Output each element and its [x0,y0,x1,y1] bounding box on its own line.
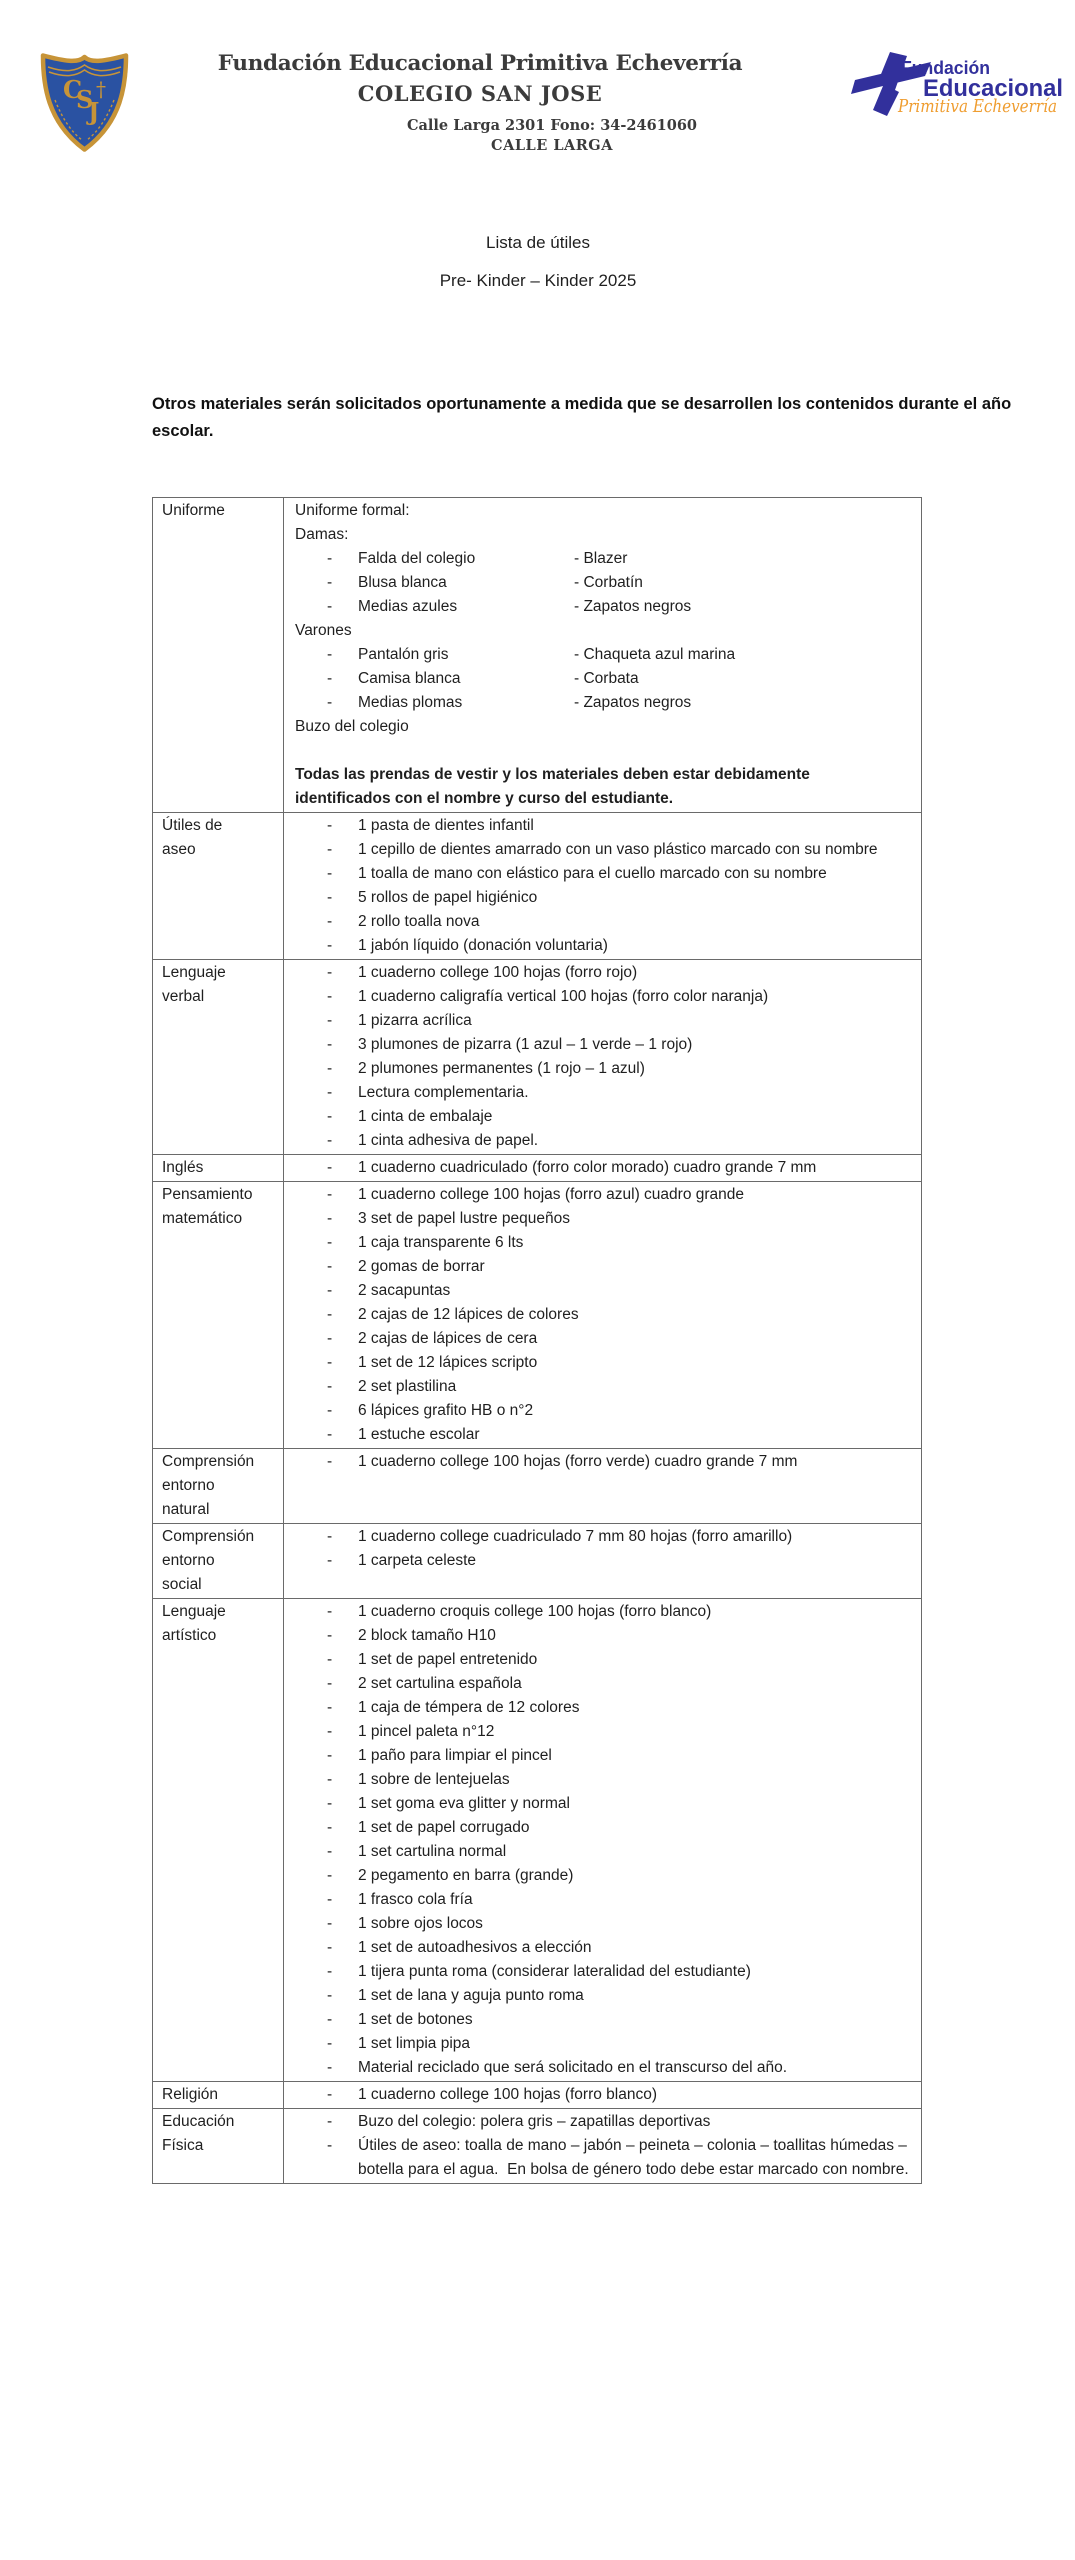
row-content [284,960,921,1154]
row-label-line: matemático [162,1210,243,1227]
row-label [153,1449,284,1523]
row-content [284,2082,921,2108]
item-text: 1 sobre de lentejuelas [358,1771,510,1788]
bullet-dash: - [327,1108,333,1125]
row-label [153,2109,284,2183]
list-item [284,1960,915,1984]
list-item [284,1450,915,1474]
school-shield-logo [38,50,131,154]
svg-text:Primitiva Echeverría: Primitiva Echeverría [897,96,1057,117]
item-text: 1 cuaderno croquis college 100 hojas (forro blanco) [358,1603,712,1620]
bullet-dash: - [327,1939,333,1956]
row-label [153,1599,284,2081]
item-text-right: - Corbata [574,670,639,687]
item-text: 2 pegamento en barra (grande) [358,1867,574,1884]
item-text: Lectura complementaria. [358,1084,529,1101]
bullet-dash: - [327,1306,333,1323]
list-item [284,1816,915,1840]
item-text: 1 set cartulina normal [358,1843,507,1860]
bullet-dash: - [327,1891,333,1908]
svg-text:Educacional: Educacional [923,75,1063,102]
table-row [153,959,921,1154]
list-item [284,1255,915,1279]
list-item [284,1423,915,1447]
item-text: 1 cuaderno caligrafía vertical 100 hojas (forro color naranja) [358,988,769,1005]
row-content [284,1182,921,1448]
item-text: 1 frasco cola fría [358,1891,473,1908]
item-text: 1 pizarra acrílica [358,1012,472,1029]
bullet-dash: - [327,1795,333,1812]
list-item [284,1009,915,1033]
row-label [153,2082,284,2108]
blank-line [284,739,915,763]
list-item [284,985,915,1009]
bullet-dash: - [327,1528,333,1545]
row-content [284,2109,921,2183]
list-item [284,1720,915,1744]
grade-level-title: Pre- Kinder – Kinder 2025 [439,271,637,290]
item-text: 2 rollo toalla nova [358,913,480,930]
list-item [284,1768,915,1792]
table-row [153,498,921,812]
bullet-dash: - [327,1060,333,1077]
list-item [284,2056,915,2080]
item-text: 1 estuche escolar [358,1426,480,1443]
item-text: Medias azules [358,598,458,615]
item-text: 1 cuaderno college 100 hojas (forro azul) cuadro grande [358,1186,745,1203]
list-item [284,862,915,886]
bullet-dash: - [327,1771,333,1788]
bullet-dash: - [327,1084,333,1101]
bullet-dash: - [327,1132,333,1149]
row-label [153,1524,284,1598]
svg-text:Fundación: Fundación [901,58,990,78]
city-line: CALLE LARGA [491,137,613,154]
row-label-line: social [162,1576,202,1593]
item-text: 1 caja de témpera de 12 colores [358,1699,580,1716]
row-label-line: natural [162,1501,210,1518]
item-text: 1 jabón líquido (donación voluntaria) [358,937,608,954]
item-text: 1 carpeta celeste [358,1552,477,1569]
row-label-line: artístico [162,1627,217,1644]
bullet-dash: - [327,1159,333,1176]
list-item [284,1984,915,2008]
item-text: Blusa blanca [358,574,447,591]
item-text: 1 set limpia pipa [358,2035,471,2052]
list-item [284,2083,915,2107]
svg-text:J: J [88,97,100,126]
svg-text:†: † [96,77,106,101]
list-item [284,1156,915,1180]
item-text: Material reciclado que será solicitado en el transcurso del año. [358,2059,788,2076]
school-name: COLEGIO SAN JOSE [357,81,603,106]
bullet-dash: - [327,2137,333,2154]
cross-icon [843,46,1071,122]
list-item [284,1105,915,1129]
bullet-dash: - [327,2113,333,2130]
list-item [284,1648,915,1672]
item-text: 1 paño para limpiar el pincel [358,1747,552,1764]
item-text: 1 cinta de embalaje [358,1108,493,1125]
document-title: Lista de útiles [486,233,590,252]
row-content [284,1524,921,1598]
table-row [153,1181,921,1448]
list-item [284,961,915,985]
row-label-line: Comprensión [162,1453,255,1470]
svg-text:C: C [63,75,83,104]
list-item [284,1279,915,1303]
row-label-line: Útiles de [162,817,223,834]
bullet-dash: - [327,2011,333,2028]
table-row [153,2081,921,2108]
bullet-dash: - [327,1915,333,1932]
bullet-dash: - [327,1378,333,1395]
bullet-dash: - [327,574,333,591]
list-item [284,1936,915,1960]
bullet-dash: - [327,937,333,954]
row-label-line: aseo [162,841,196,858]
item-text: 1 set de lana y aguja punto roma [358,1987,584,2004]
bullet-dash: - [327,1012,333,1029]
item-text: 2 gomas de borrar [358,1258,485,1275]
item-text: Buzo del colegio: polera gris – zapatillas deportivas [358,2113,711,2130]
list-item [284,910,915,934]
row-label [153,1155,284,1181]
bullet-dash: - [327,2086,333,2103]
table-row [153,812,921,959]
item-text: Útiles de aseo: toalla de mano – jabón – peineta – colonia – toallitas húmedas – botella para el agua. En bolsa de género todo debe estar marcado con nombre. [358,2137,909,2178]
item-text: 3 plumones de pizarra (1 azul – 1 verde – 1 rojo) [358,1036,693,1053]
bullet-dash: - [327,1867,333,1884]
item-text: 2 cajas de lápices de cera [358,1330,538,1347]
text-line: Damas: [295,526,349,543]
row-label [153,498,284,812]
row-label [153,1182,284,1448]
item-text: 2 set cartulina española [358,1675,522,1692]
item-text: 1 set de botones [358,2011,473,2028]
list-item [284,2008,915,2032]
list-item [284,2032,915,2056]
item-text: 1 caja transparente 6 lts [358,1234,524,1251]
bullet-dash: - [327,2059,333,2076]
item-text: 3 set de papel lustre pequeños [358,1210,570,1227]
list-item [284,691,915,715]
list-item [284,1351,915,1375]
row-content [284,1449,921,1523]
bullet-dash: - [327,865,333,882]
list-item [284,1672,915,1696]
address-line: Calle Larga 2301 Fono: 34-2461060 [406,117,698,134]
row-label-line: Comprensión [162,1528,255,1545]
list-item [284,571,915,595]
bullet-dash: - [327,988,333,1005]
foundation-logo [843,46,1071,122]
list-item [284,886,915,910]
bullet-dash: - [327,841,333,858]
bullet-dash: - [327,670,333,687]
bullet-dash: - [327,2035,333,2052]
bullet-dash: - [327,1426,333,1443]
shield-icon [38,50,131,154]
list-item [284,1033,915,1057]
item-text: 1 toalla de mano con elástico para el cuello marcado con su nombre [358,865,827,882]
list-item [284,643,915,667]
bullet-dash: - [327,1747,333,1764]
list-item [284,1744,915,1768]
bullet-dash: - [327,598,333,615]
item-text: 6 lápices grafito HB o n°2 [358,1402,534,1419]
row-content [284,1599,921,2081]
document-title-block [153,231,923,293]
bullet-dash: - [327,1354,333,1371]
list-item [284,1081,915,1105]
bullet-dash: - [327,1723,333,1740]
item-text: 1 cuaderno college 100 hojas (forro blanco) [358,2086,657,2103]
item-text: Falda del colegio [358,550,476,567]
item-text: 2 set plastilina [358,1378,457,1395]
list-item [284,1375,915,1399]
item-text: 5 rollos de papel higiénico [358,889,538,906]
text-line: Uniforme formal: [295,502,410,519]
list-item [284,1792,915,1816]
svg-text:S: S [76,85,94,114]
item-text: 1 set de papel corrugado [358,1819,530,1836]
row-content [284,498,921,812]
bullet-dash: - [327,964,333,981]
bullet-dash: - [327,1987,333,2004]
table-row [153,1523,921,1598]
row-label-line: Inglés [162,1159,204,1176]
bullet-dash: - [327,1552,333,1569]
table-row [153,1598,921,2081]
row-label-line: entorno [162,1552,215,1569]
item-text: 2 sacapuntas [358,1282,451,1299]
list-item [284,1624,915,1648]
table-row [153,2108,921,2183]
item-text: 2 cajas de 12 lápices de colores [358,1306,579,1323]
item-text: 2 plumones permanentes (1 rojo – 1 azul) [358,1060,645,1077]
list-item [284,814,915,838]
bullet-dash: - [327,913,333,930]
bullet-dash: - [327,1819,333,1836]
row-content [284,1155,921,1181]
bullet-dash: - [327,1651,333,1668]
list-item [284,2134,915,2182]
item-text: 1 cepillo de dientes amarrado con un vaso plástico marcado con su nombre [358,841,878,858]
item-text: 2 block tamaño H10 [358,1627,496,1644]
bullet-dash: - [327,1282,333,1299]
item-text: 1 set goma eva glitter y normal [358,1795,570,1812]
list-item [284,1129,915,1153]
row-label-line: verbal [162,988,205,1005]
row-label-line: Uniforme [162,502,225,519]
list-item [284,1600,915,1624]
table-row [153,1154,921,1181]
item-text: 1 cinta adhesiva de papel. [358,1132,539,1149]
table-row [153,1448,921,1523]
item-text-right: - Chaqueta azul marina [574,646,736,663]
bullet-dash: - [327,1453,333,1470]
bold-note: Todas las prendas de vestir y los materiales deben estar debidamente identificados con el nombre y curso del estudiante. [295,766,810,807]
list-item [284,838,915,862]
list-item [284,2110,915,2134]
item-text: 1 pasta de dientes infantil [358,817,534,834]
row-label-line: Religión [162,2086,219,2103]
row-label [153,813,284,959]
list-item [284,1696,915,1720]
bullet-dash: - [327,889,333,906]
bullet-dash: - [327,1258,333,1275]
item-text: 1 cuaderno college 100 hojas (forro rojo) [358,964,638,981]
item-text: Pantalón gris [358,646,449,663]
list-item [284,1399,915,1423]
item-text: 1 set de papel entretenido [358,1651,538,1668]
list-item [284,1231,915,1255]
bullet-dash: - [327,646,333,663]
list-item [284,1327,915,1351]
list-item [284,1864,915,1888]
bullet-dash: - [327,1210,333,1227]
intro-note: Otros materiales serán solicitados oportunamente a medida que se desarrollen los contenidos durante el año escolar. [152,395,1012,440]
item-text: 1 cuaderno college cuadriculado 7 mm 80 hojas (forro amarillo) [358,1528,793,1545]
bullet-dash: - [327,1186,333,1203]
list-item [284,1303,915,1327]
foundation-name: Fundación Educacional Primitiva Echeverría [217,51,743,76]
item-text: Camisa blanca [358,670,461,687]
row-label-line: Lenguaje [162,1603,226,1620]
list-item [284,934,915,958]
supplies-table [152,497,922,2184]
item-text-right: - Zapatos negros [574,598,692,615]
item-text: 1 set de 12 lápices scripto [358,1354,538,1371]
bullet-dash: - [327,1036,333,1053]
item-text-right: - Blazer [574,550,628,567]
list-item [284,1207,915,1231]
bullet-dash: - [327,1699,333,1716]
letterhead [160,50,800,155]
list-item [284,1912,915,1936]
item-text: 1 cuaderno cuadriculado (forro color morado) cuadro grande 7 mm [358,1159,817,1176]
list-item [284,1525,915,1549]
item-text-right: - Corbatín [574,574,643,591]
item-text: 1 set de autoadhesivos a elección [358,1939,592,1956]
item-text: 1 sobre ojos locos [358,1915,483,1932]
row-label-line: Lenguaje [162,964,226,981]
row-label-line: entorno [162,1477,215,1494]
list-item [284,1183,915,1207]
bullet-dash: - [327,694,333,711]
bullet-dash: - [327,550,333,567]
item-text: 1 tijera punta roma (considerar lateralidad del estudiante) [358,1963,751,1980]
bullet-dash: - [327,1675,333,1692]
bullet-dash: - [327,1627,333,1644]
text-line: Buzo del colegio [295,718,409,735]
text-line: Varones [295,622,352,639]
bullet-dash: - [327,1603,333,1620]
row-label-line: Educación [162,2113,235,2130]
list-item [284,1549,915,1573]
row-label [153,960,284,1154]
bullet-dash: - [327,817,333,834]
list-item [284,1888,915,1912]
bullet-dash: - [327,1843,333,1860]
item-text-right: - Zapatos negros [574,694,692,711]
row-label-line: Física [162,2137,204,2154]
bullet-dash: - [327,1963,333,1980]
bullet-dash: - [327,1402,333,1419]
list-item [284,595,915,619]
bullet-dash: - [327,1234,333,1251]
row-content [284,813,921,959]
bullet-dash: - [327,1330,333,1347]
list-item [284,547,915,571]
item-text: 1 pincel paleta n°12 [358,1723,495,1740]
row-label-line: Pensamiento [162,1186,253,1203]
item-text: Medias plomas [358,694,463,711]
list-item [284,1840,915,1864]
list-item [284,1057,915,1081]
list-item [284,667,915,691]
item-text: 1 cuaderno college 100 hojas (forro verde) cuadro grande 7 mm [358,1453,798,1470]
